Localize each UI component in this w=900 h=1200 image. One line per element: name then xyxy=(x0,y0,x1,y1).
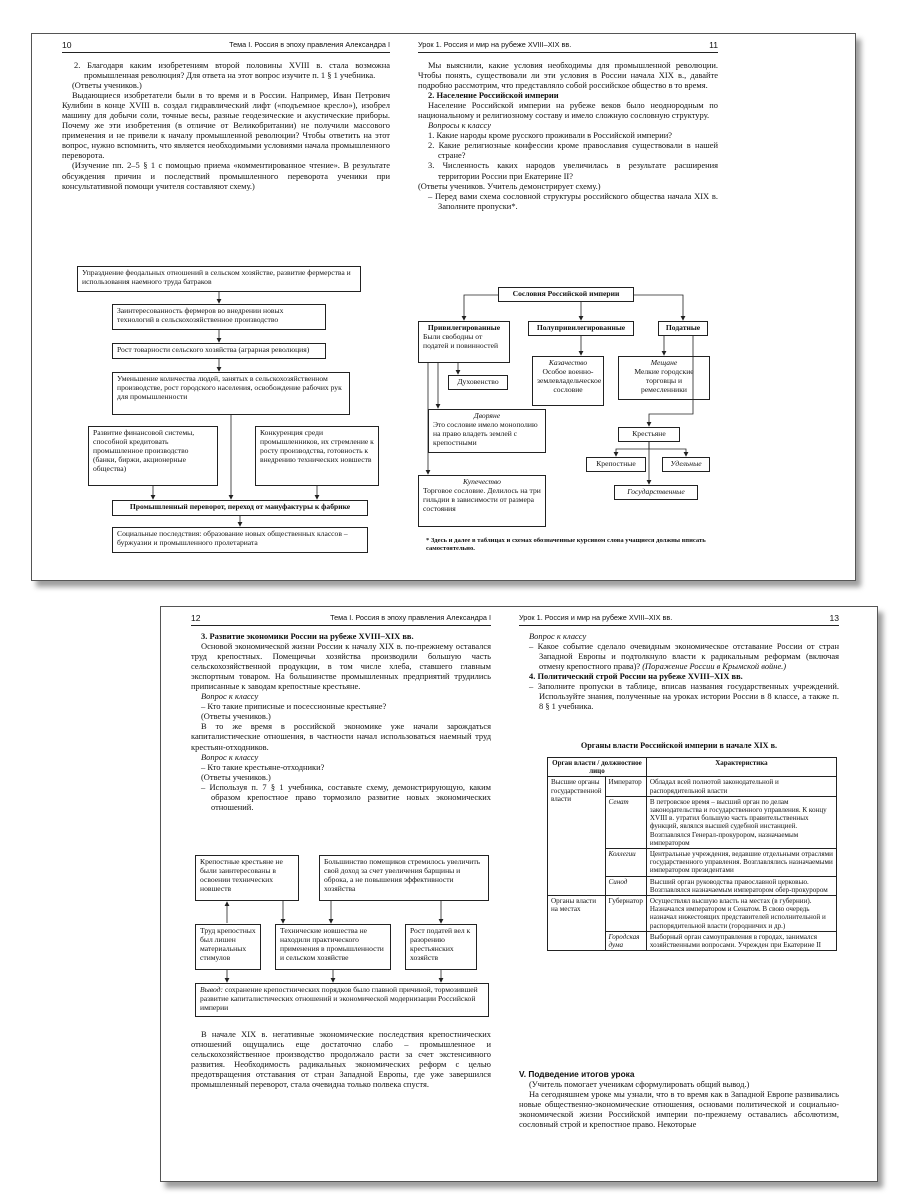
estate-title: Мещане xyxy=(650,358,678,367)
running-title: Тема I. Россия в эпоху правления Александра I xyxy=(229,40,390,49)
scheme-box: Развитие финансовой системы, способной кредитовать промышленное производство (банки, биржи, акционерные общества) xyxy=(88,426,218,486)
table-desc-cell: Высший орган руководства православной церковью. Возглавлялся назначаемым императором обер-прокурором xyxy=(646,876,836,895)
estate-text: Были свободны от податей и повинностей xyxy=(423,331,499,350)
scheme-box: Большинство помещиков стремилось увеличить свой доход за счет увеличения барщины и оброка, а не повышения эффективности хозяйства xyxy=(319,855,489,901)
diagram-root: Сословия Российской империи xyxy=(498,287,634,302)
estate-text: Особое военно-землевладельческое сословие xyxy=(537,366,602,394)
estate-text: Это сословие имело монополию на право владеть землей с крепостными xyxy=(433,419,538,447)
page-13 xyxy=(519,607,839,1181)
page-number: 11 xyxy=(709,40,718,50)
table-header-row xyxy=(548,758,837,777)
task: – Заполните пропуски в таблице, вписав названия государственных учреждений. Используйте знания, полученные на уроках истории России в 8 классе, а также п. 8 § 1 учебника. xyxy=(529,681,839,712)
question: – Кто такие крестьяне-отходники? xyxy=(201,761,325,772)
question-text: – Какое событие сделало очевидным экономическое отставание России от стран Западной Европы и подтолкнуло власти к радикальным реформам (включая отмену крепостного права)? xyxy=(529,641,839,672)
authorities-table xyxy=(547,757,837,951)
estate-title: Казачество xyxy=(548,358,588,367)
scheme-box: Крепостные крестьяне не были заинтересованы в освоении технических новшеств xyxy=(195,855,299,901)
body-text xyxy=(519,631,839,711)
page-number: 13 xyxy=(829,613,839,623)
scheme-arrows xyxy=(191,607,491,1181)
scheme-arrows xyxy=(62,34,390,580)
section-heading: 3. Развитие экономики России на рубеже XVIII–XIX вв. xyxy=(201,631,414,641)
paragraph: На сегодняшнем уроке мы узнали, что в то время как в Западной Европе развивались новые общественно-экономические отношения, основами политической и социально-экономической жизни Российской империи по-прежнему оставались абсолютизм, сословный строй и крепостное право. Некоторые xyxy=(519,1089,839,1130)
table-header-cell: Орган власти / должностное лицо xyxy=(548,758,647,777)
scheme-box: Рост товарности сельского хозяйства (аграрная революция) xyxy=(112,343,326,359)
table-header-cell: Характеристика xyxy=(646,758,836,777)
table-name-cell: Сенат xyxy=(605,796,646,848)
scheme-box: Упразднение феодальных отношений в сельском хозяйстве, развитие фермерства и использования наемного труда батраков xyxy=(77,266,361,292)
table-desc-cell: Обладал всей полнотой законодательной и распорядительной власти xyxy=(646,777,836,796)
conclusion-text: сохранение крепостнических порядков было главной причиной, тормозившей развитие капиталистических отношений и экономической модернизации Российской империи xyxy=(200,985,478,1012)
estate-title: Дворяне xyxy=(473,411,501,420)
estate-text: Торговое сословие. Делилось на три гильдии в зависимости от размера состояния xyxy=(423,485,541,513)
estate-title: Привилегированные xyxy=(427,323,501,332)
question: 1. Какие народы кроме русского проживали в Российской империи? xyxy=(428,130,673,141)
paragraph: (Учитель помогает ученикам сформулировать общий вывод.) xyxy=(529,1079,750,1090)
page-header xyxy=(519,613,839,626)
question-answer: (Поражение России в Крымской войне.) xyxy=(642,661,787,672)
question-label: Вопрос к классу xyxy=(201,691,259,702)
question-label: Вопрос к классу xyxy=(201,751,259,762)
question: 3. Численность каких народов увеличилась в результате расширения территории России при Екатерине II? xyxy=(428,160,718,181)
question-label: Вопрос к классу xyxy=(529,631,587,641)
paragraph: Выдающиеся изобретатели были в то время и в России. Например, Иван Петрович Кулибин в конце XVIII в. создал гидравлический лифт («подъемное кресло»), изобрел машину для добычи соли, точные весы, разные геодезические и акустические приборы. Почему же эти изобретения (в отличие от Великобритании) не получили массового применения и не привели к началу промышленной революции? Чтобы ответить на этот вопрос, нужно вспомнить, что является необходимыми условиями начала промышленного переворота. xyxy=(62,90,390,161)
answer-note: (Ответы учеников.) xyxy=(201,771,271,782)
estate-semi-privileged: Полупривилегированные xyxy=(528,321,634,336)
table-group-cell: Органы власти на местах xyxy=(548,896,606,951)
estate-clergy: Духовенство xyxy=(448,375,508,390)
table-name-cell: Синод xyxy=(605,876,646,895)
question: 2. Благодаря каким изобретениям второй половины XVIII в. стала возможна промышленная революция? Для ответа на этот вопрос изучите п. 1 § 1 учебника. xyxy=(74,60,390,81)
scheme-box: Рост податей вел к разорению крестьянских хозяйств xyxy=(405,924,477,970)
estate-text: Мелкие городские торговцы и ремесленники xyxy=(634,366,694,394)
paragraph: (Изучение пп. 2–5 § 1 с помощью приема «комментированное чтение». В результате обсуждения причин и последствий промышленного переворота ученики при консультативной помощи учителя составляют схему.) xyxy=(62,160,390,191)
body-text xyxy=(519,1069,839,1129)
running-title: Урок 1. Россия и мир на рубеже XVIII–XIX вв. xyxy=(418,40,572,49)
footnote: * Здесь и далее в таблицах и схемах обозначенные курсивом слова учащиеся должны вписать самостоятельно. xyxy=(426,537,706,552)
table-group-cell: Высшие органы государственной власти xyxy=(548,777,606,896)
page-12 xyxy=(191,607,491,1181)
table-desc-cell: Центральные учреждения, ведавшие отдельными отраслями государственного управления. Возглавлялись назначаемыми императором президентами xyxy=(646,849,836,877)
page-11 xyxy=(418,34,718,580)
paragraph: Население Российской империи на рубеже веков было неоднородным по национальному и религиозному составу и имело сложную сословную структуру. xyxy=(418,100,718,121)
section-heading: V. Подведение итогов урока xyxy=(519,1069,635,1079)
question: 2. Какие религиозные конфессии кроме православия существовали в нашей стране? xyxy=(428,140,718,161)
paragraph: В то же время в российской экономике уже начали зарождаться капиталистические отношения, в частности начал использоваться наемный труд крестьян-отходников. xyxy=(191,721,491,752)
table-desc-cell: В петровское время – высший орган по делам законодательства и государственного управления. К концу XVIII в. утратил большую часть правительственных функций, являлся высшей судебной инстанцией. Возглавлялся Генерал-прокурором, назначаемым императором xyxy=(646,796,836,848)
body-text xyxy=(191,1029,491,1089)
answer-note: (Ответы учеников.) xyxy=(72,80,142,91)
scheme-box: Уменьшение количества людей, занятых в сельскохозяйственном производстве, рост городского населения, освобождение рабочих рук для промышленности xyxy=(112,372,350,415)
scheme-box: Промышленный переворот, переход от мануфактуры к фабрике xyxy=(112,500,368,516)
scheme-box: Технические новшества не находили практического применения в промышленности и сельском хозяйстве xyxy=(275,924,391,970)
paragraph: В начале XIX в. негативные экономические последствия крепостнических отношений ощущались еще достаточно слабо – промышленное и сельскохозяйственное производство продолжало расти за счет экстенсивного развития. Необходимость радикальных экономических реформ с целью предотвращения отставания от стран Западной Европы, где уже завершился промышленный переворот, стала очевидна только полвека спустя. xyxy=(191,1029,491,1090)
running-title: Урок 1. Россия и мир на рубеже XVIII–XIX вв. xyxy=(519,613,673,622)
estate-taxable: Податные xyxy=(658,321,708,336)
scheme-box: Конкуренция среди промышленников, их стремление к росту производства, готовность к внедрению технических новшеств xyxy=(255,426,379,486)
task: – Перед вами схема сословной структуры российского общества начала XIX в. Заполните пропуски*. xyxy=(428,190,718,211)
page-number: 12 xyxy=(191,613,201,623)
section-heading: 2. Население Российской империи xyxy=(428,90,559,101)
table-desc-cell: Выборный орган самоуправления в городах, занимался хозяйственными вопросами. Учрежден при Екатерине II xyxy=(646,931,836,950)
estate-appanage: Удельные xyxy=(662,457,710,472)
table-caption: Органы власти Российской империи в начале XIX в. xyxy=(580,741,778,750)
estate-state: Государственные xyxy=(614,485,698,500)
table-name-cell: Император xyxy=(605,777,646,796)
question xyxy=(519,641,839,671)
task: – Используя п. 7 § 1 учебника, составьте схему, демонстрирующую, каким образом крепостное право тормозило развитие новых экономических отношений. xyxy=(201,781,491,812)
table-row xyxy=(548,777,837,796)
table-row xyxy=(548,896,837,932)
spread-pages-12-13 xyxy=(160,606,878,1182)
estate-peasants: Крестьяне xyxy=(618,427,680,442)
paragraph: Мы выяснили, какие условия необходимы для промышленной революции. Чтобы понять, существовали ли эти условия в России начала XIX в., давайте подробно рассмотрим, что представляло собой российское общество в то время. xyxy=(418,60,718,91)
section-heading: 4. Политический строй России на рубеже XVIII–XIX вв. xyxy=(529,671,743,682)
questions-label: Вопросы к классу xyxy=(428,120,491,131)
scheme-box: Труд крепостных был лишен материальных стимулов xyxy=(195,924,261,970)
table-name-cell: Коллегии xyxy=(605,849,646,877)
conclusion-label: Вывод: xyxy=(200,985,224,994)
estate-serfs: Крепостные xyxy=(586,457,646,472)
question: – Кто такие приписные и посессионные крестьяне? xyxy=(201,701,387,712)
table-name-cell: Губернатор xyxy=(605,896,646,932)
running-title: Тема I. Россия в эпоху правления Александра I xyxy=(330,613,491,622)
scheme-box: Заинтересованность фермеров во внедрении новых технологий в сельскохозяйственное производство xyxy=(112,304,326,330)
answer-note: (Ответы учеников. Учитель демонстрирует схему.) xyxy=(418,180,601,191)
diagram-arrows xyxy=(418,34,718,580)
answer-note: (Ответы учеников.) xyxy=(201,711,271,722)
table-desc-cell: Осуществлял высшую власть на местах (в губернии). Назначался императором и Сенатом. В свою очередь назначал нижестоящих представителей исполнительной и распорядительной власти (городничих и др.) xyxy=(646,896,836,932)
page-10 xyxy=(62,34,390,580)
table-name-cell: Городская дума xyxy=(605,931,646,950)
estate-title: Купечество xyxy=(463,477,501,486)
scheme-box: Социальные последствия: образование новых общественных классов – буржуазии и промышленного пролетариата xyxy=(112,527,368,553)
paragraph: Основой экономической жизни России к началу XIX в. по-прежнему оставался труд крепостных. Помещичьи хозяйства производили большую часть сельскохозяйственной продукции, в том числе хлеба, ставшего главным экспортным товаром. На большинстве промышленных предприятий трудились приписанные к заводам крепостные крестьяне. xyxy=(191,641,491,692)
page-number: 10 xyxy=(62,40,72,50)
spread-pages-10-11 xyxy=(31,33,856,581)
